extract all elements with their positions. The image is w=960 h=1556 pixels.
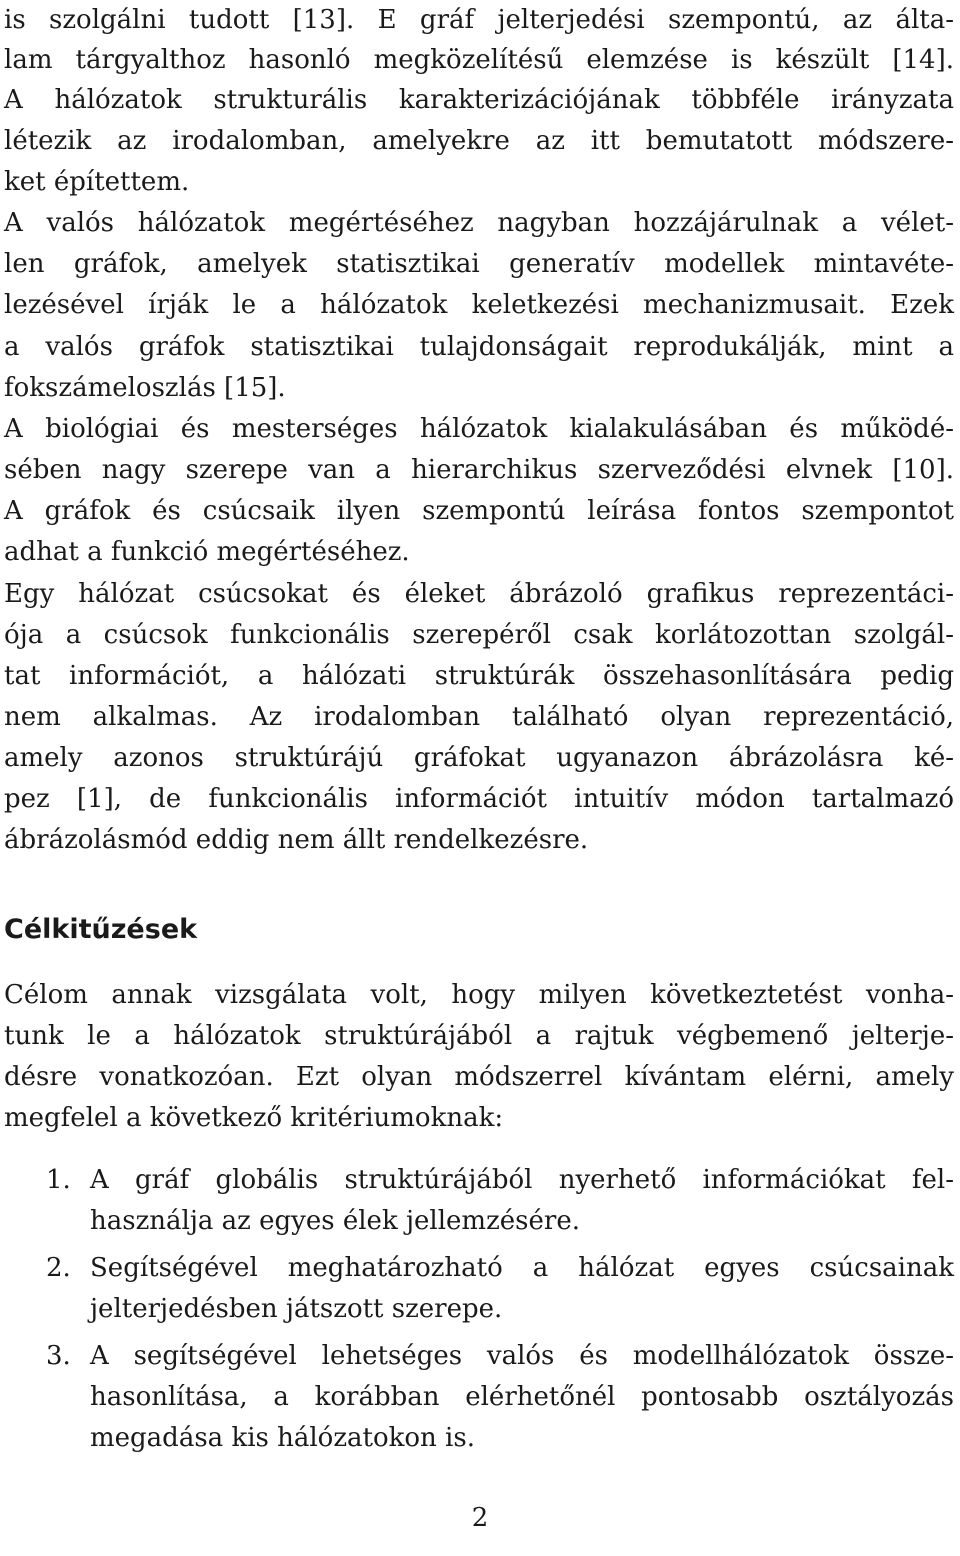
text-line: amely azonos struktúrájú gráfokat ugyanazon ábrázolásra ké- [4, 743, 954, 773]
section-heading: Célkitűzések [4, 914, 198, 945]
list-item-number: 2. [46, 1253, 71, 1283]
text-line: len gráfok, amelyek statisztikai generatív modellek mintavéte- [4, 249, 954, 279]
text-line: megadása kis hálózatokon is. [90, 1423, 475, 1453]
text-line: a valós gráfok statisztikai tulajdonságait reprodukálják, mint a [4, 332, 954, 362]
text-line: ket építettem. [4, 167, 190, 197]
text-line: Segítségével meghatározható a hálózat egyes csúcsainak [90, 1253, 954, 1283]
text-line: nem alkalmas. Az irodalomban található olyan reprezentáció, [4, 702, 954, 732]
text-line: ábrázolásmód eddig nem állt rendelkezésre. [4, 825, 589, 855]
text-line: Célom annak vizsgálata volt, hogy milyen következtetést vonha- [4, 980, 954, 1010]
text-line: A biológiai és mesterséges hálózatok kialakulásában és működé- [4, 414, 954, 444]
text-line: désre vonatkozóan. Ezt olyan módszerrel kívántam elérni, amely [4, 1062, 954, 1092]
text-line: A hálózatok strukturális karakterizációjának többféle irányzata [4, 85, 954, 115]
list-item-number: 3. [46, 1341, 71, 1371]
text-line: Egy hálózat csúcsokat és éleket ábrázoló grafikus reprezentáci- [4, 579, 954, 609]
text-line: A segítségével lehetséges valós és modellhálózatok össze- [90, 1341, 954, 1371]
text-line: lam tárgyalthoz hasonló megközelítésű elemzése is készült [14]. [4, 45, 954, 75]
text-line: megfelel a következő kritériumoknak: [4, 1103, 504, 1133]
text-line: ója a csúcsok funkcionális szerepéről csak korlátozottan szolgál- [4, 620, 954, 650]
text-line: sében nagy szerepe van a hierarchikus szerveződési elvnek [10]. [4, 455, 954, 485]
text-line: lezésével írják le a hálózatok keletkezési mechanizmusait. Ezek [4, 290, 954, 320]
text-line: is szolgálni tudott [13]. E gráf jelterjedési szempontú, az álta- [4, 5, 954, 35]
text-line: A valós hálózatok megértéséhez nagyban hozzájárulnak a vélet- [4, 208, 954, 238]
text-line: A gráf globális struktúrájából nyerhető információkat fel- [90, 1165, 954, 1195]
text-line: hasonlítása, a korábban elérhetőnél pontosabb osztályozás [90, 1382, 954, 1412]
text-line: jelterjedésben játszott szerepe. [90, 1294, 503, 1324]
text-line: létezik az irodalomban, amelyekre az itt bemutatott módszere- [4, 126, 954, 156]
text-line: tat információt, a hálózati struktúrák összehasonlítására pedig [4, 661, 954, 691]
page-number: 2 [471, 1503, 489, 1533]
text-line: pez [1], de funkcionális információt intuitív módon tartalmazó [4, 784, 954, 814]
text-line: A gráfok és csúcsaik ilyen szempontú leírása fontos szempontot [4, 496, 954, 526]
text-line: tunk le a hálózatok struktúrájából a rajtuk végbemenő jelterje- [4, 1021, 954, 1051]
text-line: adhat a funkció megértéséhez. [4, 537, 410, 567]
list-item-number: 1. [46, 1165, 71, 1195]
text-line: fokszámeloszlás [15]. [4, 373, 286, 403]
text-line: használja az egyes élek jellemzésére. [90, 1206, 580, 1236]
